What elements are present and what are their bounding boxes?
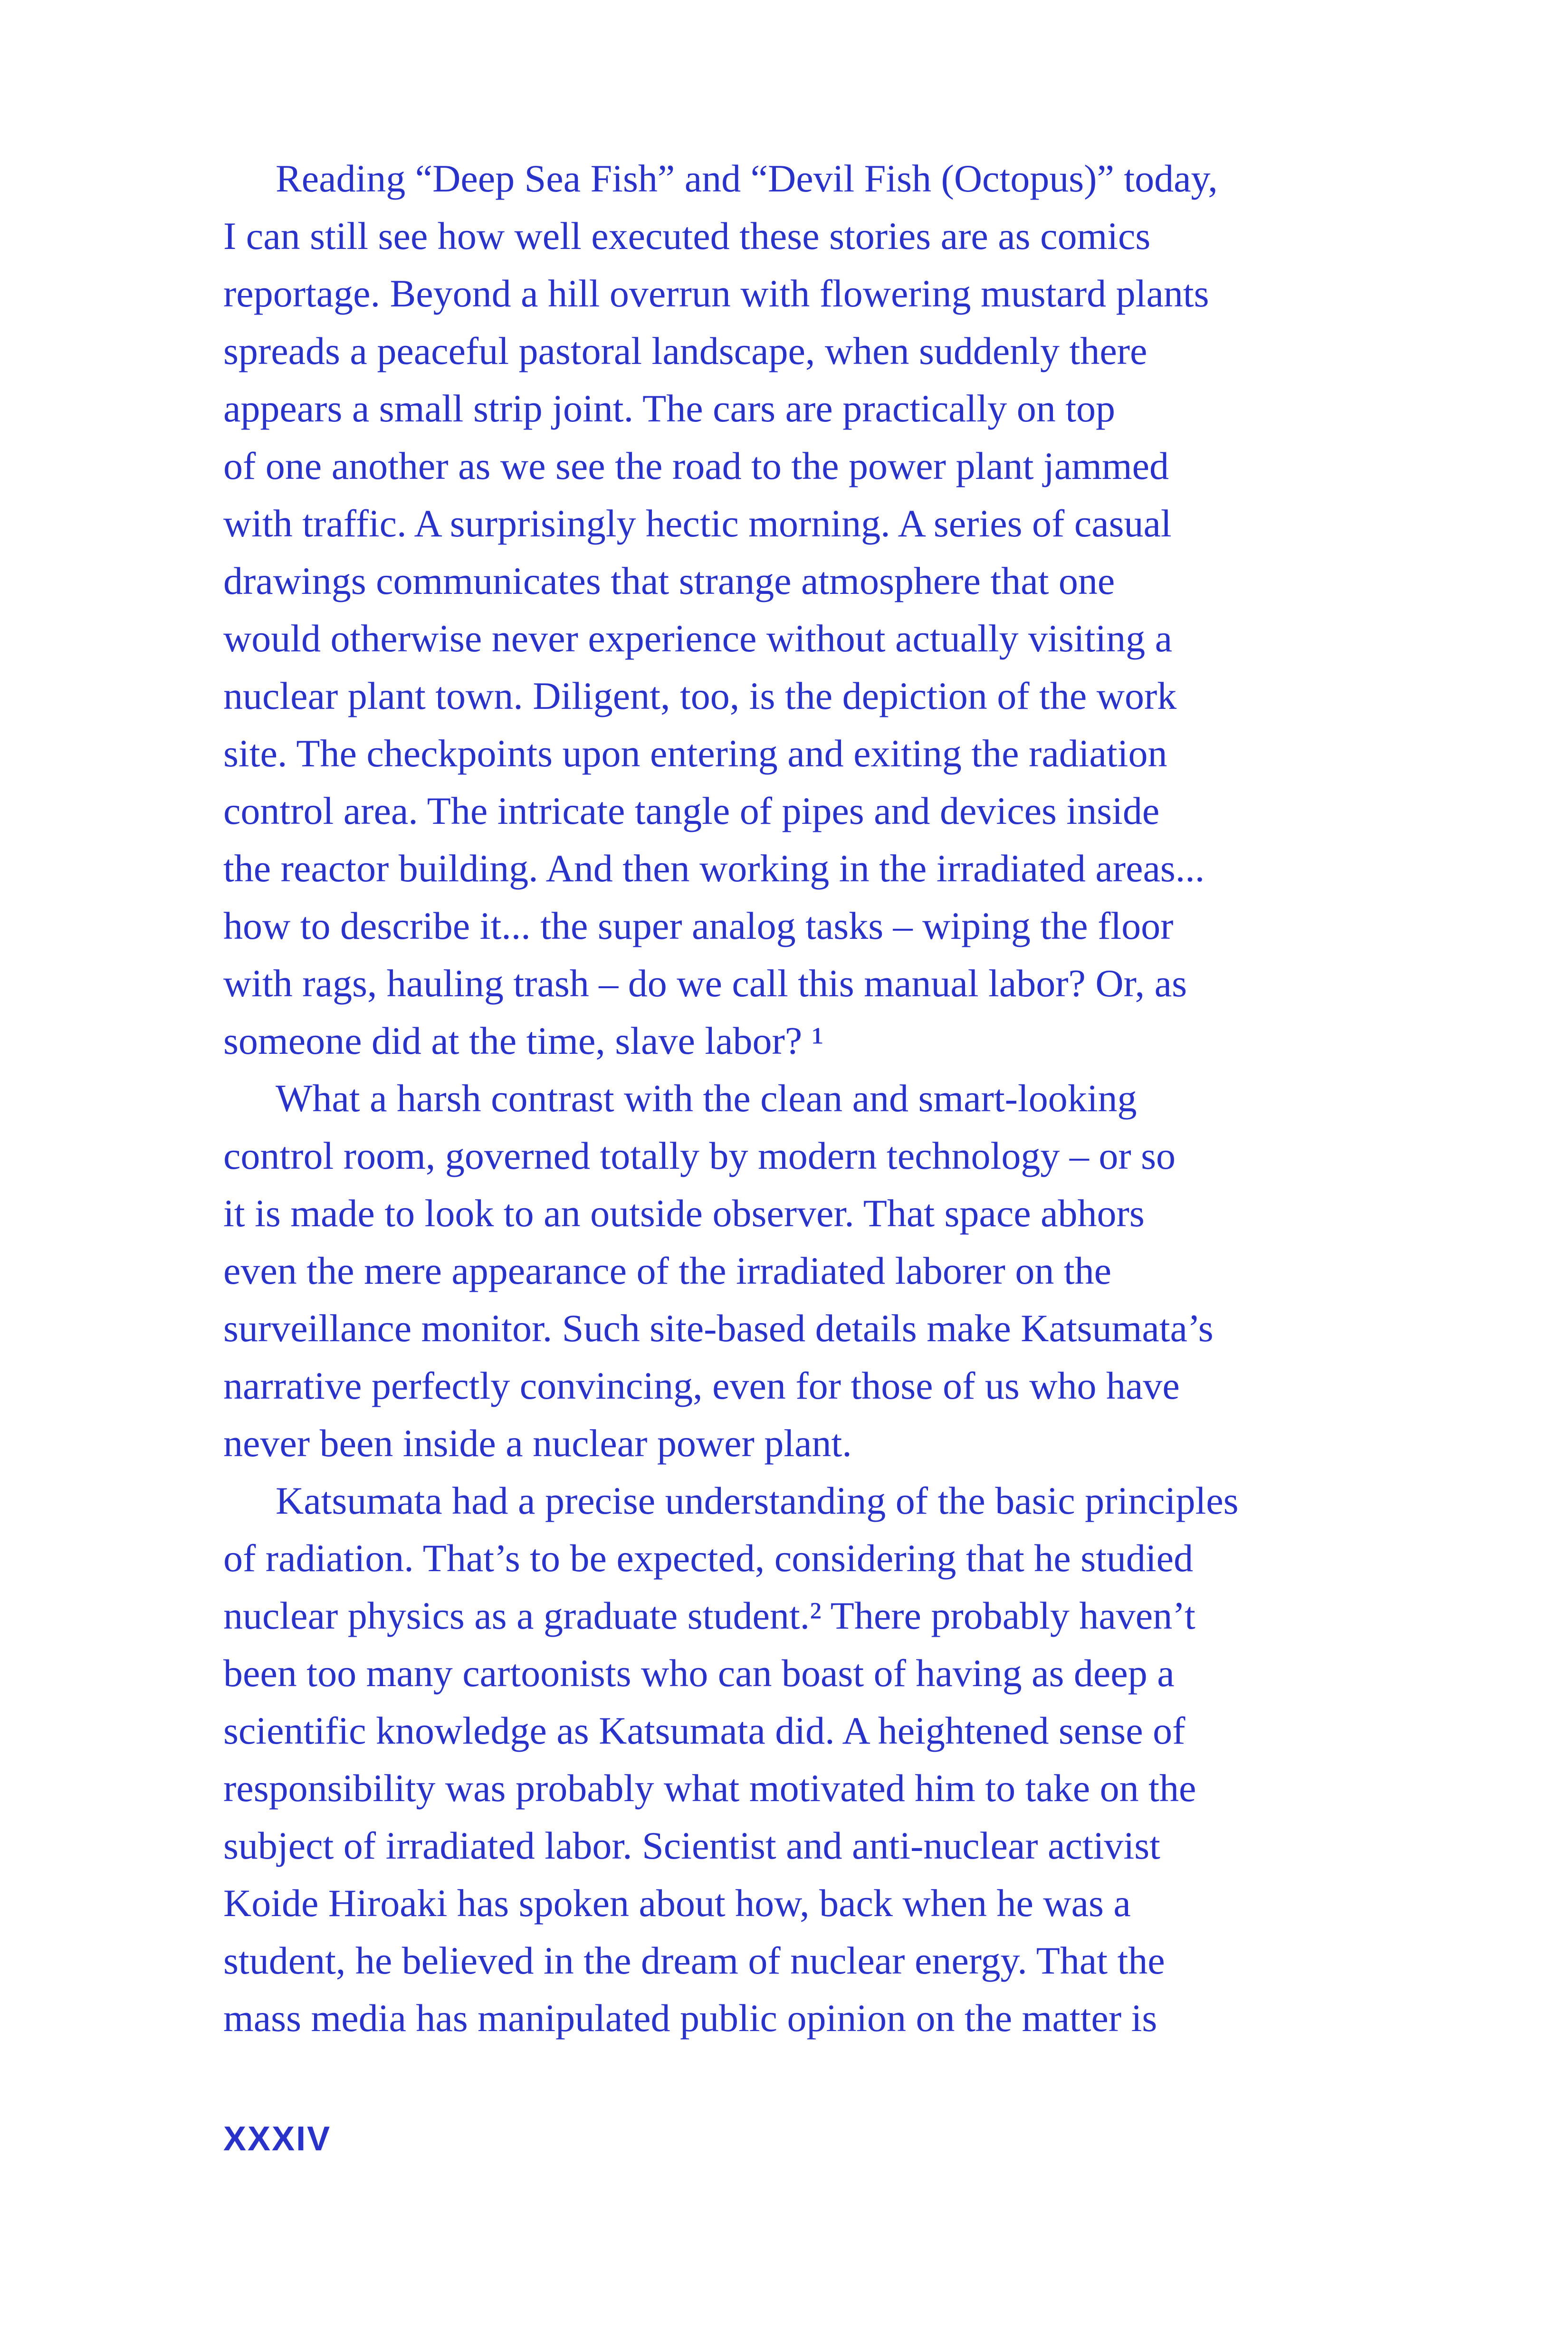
text-line: drawings communicates that strange atmosphere that one — [223, 559, 1115, 602]
text-line: site. The checkpoints upon entering and exiting the radiation — [223, 732, 1167, 775]
text-line: What a harsh contrast with the clean and smart-looking — [276, 1077, 1137, 1120]
text-line: of one another as we see the road to the power plant jammed — [223, 444, 1169, 487]
text-line: even the mere appearance of the irradiated laborer on the — [223, 1249, 1112, 1292]
text-line: scientific knowledge as Katsumata did. A heightened sense of — [223, 1709, 1186, 1752]
page-number: XXXIV — [223, 2120, 332, 2158]
text-line: with rags, hauling trash – do we call this manual labor? Or, as — [223, 962, 1187, 1005]
text-line: spreads a peaceful pastoral landscape, when suddenly there — [223, 329, 1147, 372]
text-line: would otherwise never experience without actually visiting a — [223, 617, 1172, 660]
text-line: with traffic. A surprisingly hectic morning. A series of casual — [223, 502, 1172, 545]
text-line: of radiation. That’s to be expected, considering that he studied — [223, 1536, 1194, 1580]
text-line: reportage. Beyond a hill overrun with flowering mustard plants — [223, 272, 1209, 315]
paragraph-3 — [223, 1472, 1354, 2047]
text-line: I can still see how well executed these stories are as comics — [223, 214, 1151, 258]
paragraph-2 — [223, 1069, 1354, 1472]
text-line: Koide Hiroaki has spoken about how, back when he was a — [223, 1881, 1131, 1925]
text-line: it is made to look to an outside observer. That space abhors — [223, 1192, 1145, 1235]
text-line: subject of irradiated labor. Scientist and anti-nuclear activist — [223, 1824, 1160, 1867]
text-line: narrative perfectly convincing, even for those of us who have — [223, 1364, 1180, 1407]
text-line: been too many cartoonists who can boast of having as deep a — [223, 1651, 1175, 1695]
text-line: never been inside a nuclear power plant. — [223, 1422, 852, 1465]
text-line: responsibility was probably what motivated him to take on the — [223, 1766, 1196, 1810]
text-line: the reactor building. And then working in the irradiated areas... — [223, 847, 1205, 890]
text-line: Katsumata had a precise understanding of the basic principles — [276, 1479, 1239, 1522]
paragraph-1 — [223, 150, 1354, 1069]
body-text — [223, 150, 1354, 2047]
text-line: control area. The intricate tangle of pipes and devices inside — [223, 789, 1160, 832]
text-line: how to describe it... the super analog tasks – wiping the floor — [223, 904, 1174, 947]
text-line: surveillance monitor. Such site-based details make Katsumata’s — [223, 1307, 1214, 1350]
text-line: mass media has manipulated public opinion on the matter is — [223, 1996, 1157, 2040]
text-line: student, he believed in the dream of nuclear energy. That the — [223, 1939, 1165, 1982]
text-line: appears a small strip joint. The cars are practically on top — [223, 387, 1115, 430]
text-line: control room, governed totally by modern technology – or so — [223, 1134, 1176, 1177]
text-line: Reading “Deep Sea Fish” and “Devil Fish (Octopus)” today, — [276, 157, 1218, 200]
text-line: nuclear physics as a graduate student.² There probably haven’t — [223, 1594, 1195, 1637]
text-line: someone did at the time, slave labor? ¹ — [223, 1019, 824, 1062]
text-line: nuclear plant town. Diligent, too, is the depiction of the work — [223, 674, 1177, 717]
